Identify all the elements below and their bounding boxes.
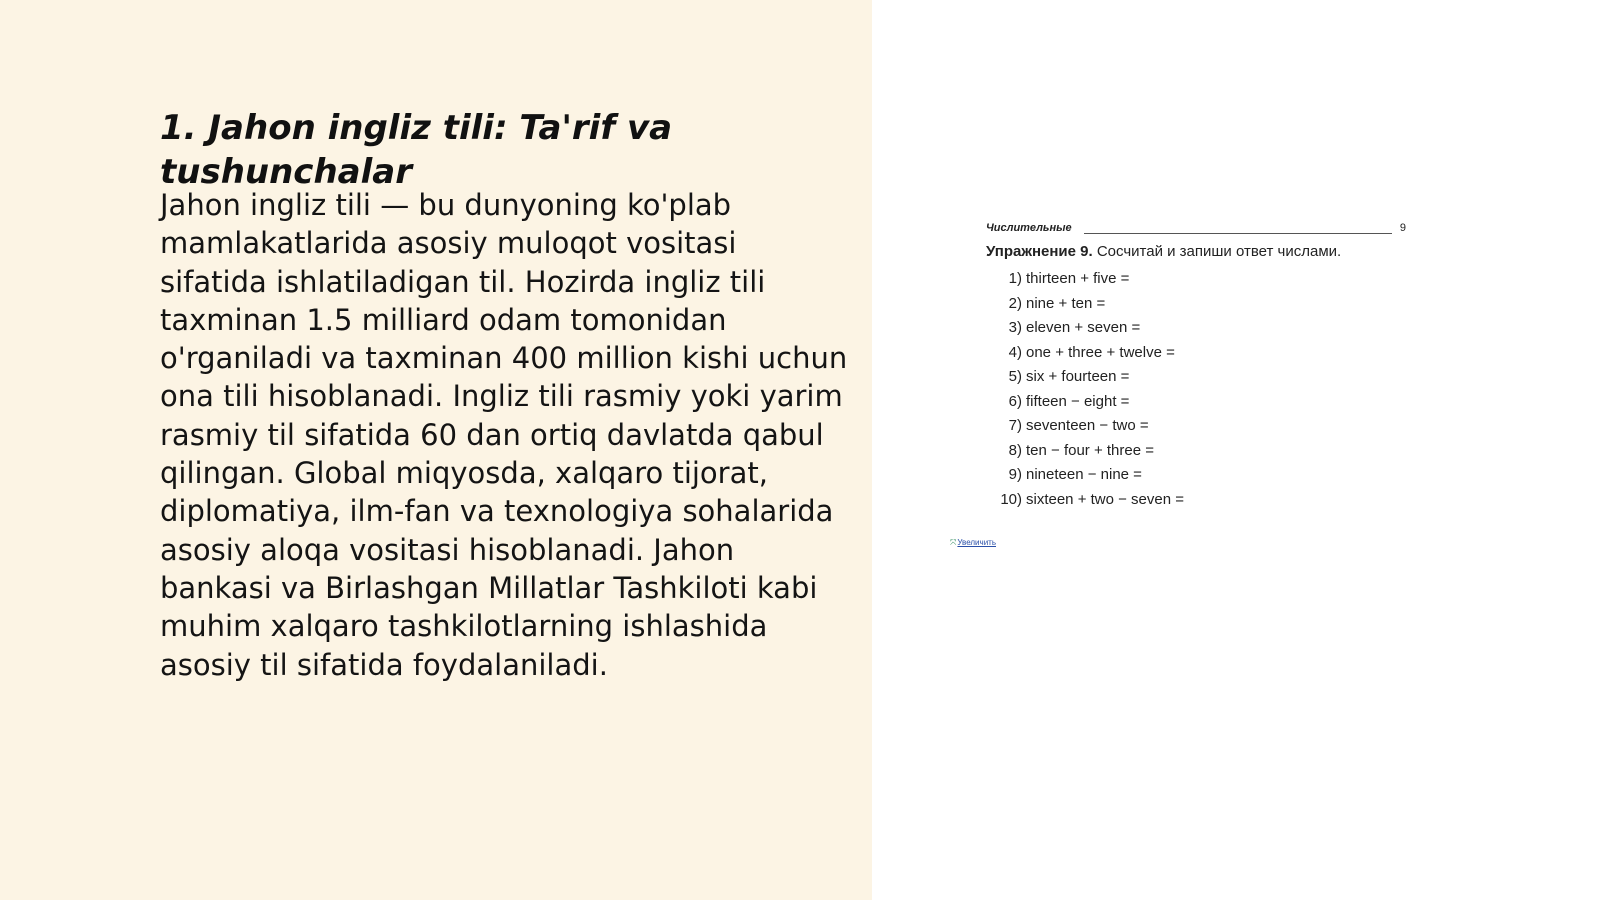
exercise-item-number: 1) xyxy=(1008,270,1022,287)
worksheet-header-rule xyxy=(1084,233,1392,234)
exercise-title: Упражнение 9. xyxy=(986,243,1093,260)
exercise-item xyxy=(986,316,1406,341)
exercise-item xyxy=(986,292,1406,317)
exercise-item-text: eleven + seven = xyxy=(1026,319,1141,336)
exercise-list xyxy=(986,267,1406,512)
exercise-item-text: seventeen − two = xyxy=(1026,417,1149,434)
exercise-item-number: 2) xyxy=(1008,294,1022,312)
slide-title: 1. Jahon ingliz tili: Ta'rif va tushunchalar xyxy=(160,108,673,192)
exercise-item xyxy=(986,365,1406,390)
worksheet-header-title: Числительные xyxy=(986,222,1072,234)
exercise-heading xyxy=(986,243,1406,267)
exercise-item-number: 5) xyxy=(1008,368,1022,385)
zoom-link-label: Увеличить xyxy=(957,538,996,547)
exercise-item xyxy=(986,267,1406,292)
exercise-item-text: thirteen + five = xyxy=(1026,270,1130,287)
exercise-item-number: 3) xyxy=(1008,319,1022,336)
exercise-item-number: 9) xyxy=(1008,466,1022,483)
exercise-item-text: nine + ten = xyxy=(1026,294,1106,312)
exercise-item-number: 7) xyxy=(1008,417,1022,434)
zoom-icon: ⤧ xyxy=(950,538,957,547)
exercise-item xyxy=(986,414,1406,439)
exercise-item-text: six + fourteen = xyxy=(1026,368,1130,385)
exercise-instruction: Сосчитай и запиши ответ числами. xyxy=(1096,243,1342,260)
exercise-item-number: 4) xyxy=(1008,343,1022,361)
exercise-item-text: ten − four + three = xyxy=(1026,441,1155,459)
worksheet-header xyxy=(986,222,1406,238)
exercise-item xyxy=(986,463,1406,488)
zoom-link[interactable] xyxy=(950,538,996,548)
slide-body-text: Jahon ingliz tili — bu dunyoning ko'plab mamlakatlarida asosiy muloqot vositasi sifatida ishlatiladigan til. Hozirda ingliz tili taxminan 1.5 milliard odam tomonidan o'rganiladi va taxminan 400 million kishi uchun ona tili hisoblanadi. Ingliz tili rasmiy yoki yarim rasmiy til sifatida 60 dan ortiq davlatda qabul qilingan. Global miqyosda, xalqaro tijorat, diplomatiya, ilm-fan va texnologiya sohalarida asosiy aloqa vositasi hisoblanadi. Jahon bankasi va Birlashgan Millatlar Tashkiloti kabi muhim xalqaro tashkilotlarning ishlashida asosiy til sifatida foydalaniladi. xyxy=(160,188,848,682)
exercise-item-text: sixteen + two − seven = xyxy=(1026,490,1185,508)
exercise-item-text: one + three + twelve = xyxy=(1026,343,1175,361)
exercise-item xyxy=(986,390,1406,415)
worksheet-scan xyxy=(986,222,1406,512)
exercise-item-number: 10) xyxy=(1000,490,1022,508)
exercise-item-text: fifteen − eight = xyxy=(1026,392,1130,410)
exercise-item xyxy=(986,341,1406,366)
exercise-item xyxy=(986,439,1406,464)
exercise-item xyxy=(986,488,1406,513)
exercise-item-text: nineteen − nine = xyxy=(1026,466,1142,483)
exercise-item-number: 6) xyxy=(1008,392,1022,410)
exercise-item-number: 8) xyxy=(1008,441,1022,459)
worksheet-page-number: 9 xyxy=(1399,222,1406,234)
